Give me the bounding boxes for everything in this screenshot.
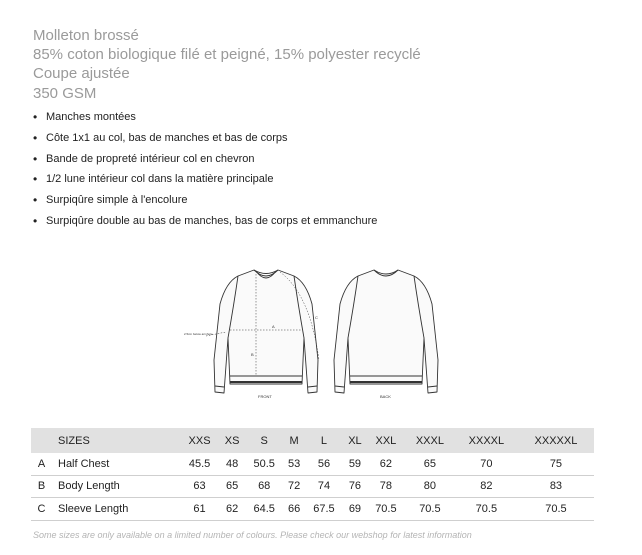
value-cell: 80 (405, 475, 455, 498)
value-cell: 76 (343, 475, 367, 498)
table-row (31, 453, 594, 475)
back-label: BACK (380, 394, 391, 399)
value-cell: 45.5 (180, 453, 219, 475)
size-header-cell: XXS (180, 428, 219, 453)
value-cell: 65 (405, 453, 455, 475)
sweatshirt-measurement-drawing (176, 264, 466, 406)
size-header-cell: XL (343, 428, 367, 453)
value-cell: 70.5 (455, 498, 518, 521)
value-cell: 63 (180, 475, 219, 498)
value-cell: 70.5 (518, 498, 594, 521)
sizes-header: SIZES (52, 428, 180, 453)
value-cell: 72 (283, 475, 305, 498)
size-header-cell: M (283, 428, 305, 453)
size-header-cell: XXXXL (455, 428, 518, 453)
value-cell: 64.5 (245, 498, 283, 521)
spec-fit: Coupe ajustée (33, 65, 130, 83)
marker-c: C (315, 315, 318, 320)
value-cell: 69 (343, 498, 367, 521)
feature-item: • 1/2 lune intérieur col dans la matière principale (33, 172, 377, 193)
spec-composition: 85% coton biologique filé et peigné, 15% polyester recyclé (33, 46, 421, 64)
value-cell: 62 (367, 453, 405, 475)
value-cell: 70.5 (405, 498, 455, 521)
value-cell: 75 (518, 453, 594, 475)
value-cell: 82 (455, 475, 518, 498)
feature-item: • Surpiqûre double au bas de manches, bas de corps et emmanchure (33, 214, 377, 235)
header-blank-cell (31, 428, 52, 453)
table-row (31, 498, 594, 521)
marker-a: A (272, 324, 275, 329)
row-letter: A (31, 453, 52, 475)
back-sweatshirt-icon (334, 270, 438, 393)
size-chart-table (31, 428, 594, 521)
size-header-cell: XXXL (405, 428, 455, 453)
row-name: Body Length (52, 475, 180, 498)
value-cell: 59 (343, 453, 367, 475)
feature-item: • Surpiqûre simple à l'encolure (33, 193, 377, 214)
feature-list (33, 110, 377, 235)
row-name: Sleeve Length (52, 498, 180, 521)
row-name: Half Chest (52, 453, 180, 475)
value-cell: 56 (305, 453, 343, 475)
size-header-cell: XS (219, 428, 245, 453)
value-cell: 70.5 (367, 498, 405, 521)
size-header-cell: L (305, 428, 343, 453)
feature-item: • Bande de propreté intérieur col en chevron (33, 152, 377, 173)
value-cell: 66 (283, 498, 305, 521)
availability-footnote: Some sizes are only available on a limited number of colours. Please check our webshop for latest information (33, 530, 472, 540)
size-header-row (31, 428, 594, 453)
value-cell: 61 (180, 498, 219, 521)
marker-b: B (251, 352, 254, 357)
armhole-note: 2.5cm below armhole (184, 332, 213, 336)
spec-fabric: Molleton brossé (33, 27, 139, 44)
value-cell: 67.5 (305, 498, 343, 521)
table-row (31, 475, 594, 498)
fabric-specs (33, 26, 421, 103)
front-label: FRONT (258, 394, 272, 399)
value-cell: 70 (455, 453, 518, 475)
spec-weight: 350 GSM (33, 84, 97, 102)
value-cell: 53 (283, 453, 305, 475)
value-cell: 68 (245, 475, 283, 498)
value-cell: 83 (518, 475, 594, 498)
value-cell: 74 (305, 475, 343, 498)
value-cell: 78 (367, 475, 405, 498)
size-header-cell: XXXXXL (518, 428, 594, 453)
front-sweatshirt-icon (214, 270, 318, 393)
size-header-cell: XXL (367, 428, 405, 453)
feature-item: • Côte 1x1 au col, bas de manches et bas de corps (33, 131, 377, 152)
feature-item: • Manches montées (33, 110, 377, 131)
size-header-cell: S (245, 428, 283, 453)
value-cell: 62 (219, 498, 245, 521)
value-cell: 50.5 (245, 453, 283, 475)
row-letter: B (31, 475, 52, 498)
value-cell: 65 (219, 475, 245, 498)
value-cell: 48 (219, 453, 245, 475)
row-letter: C (31, 498, 52, 521)
